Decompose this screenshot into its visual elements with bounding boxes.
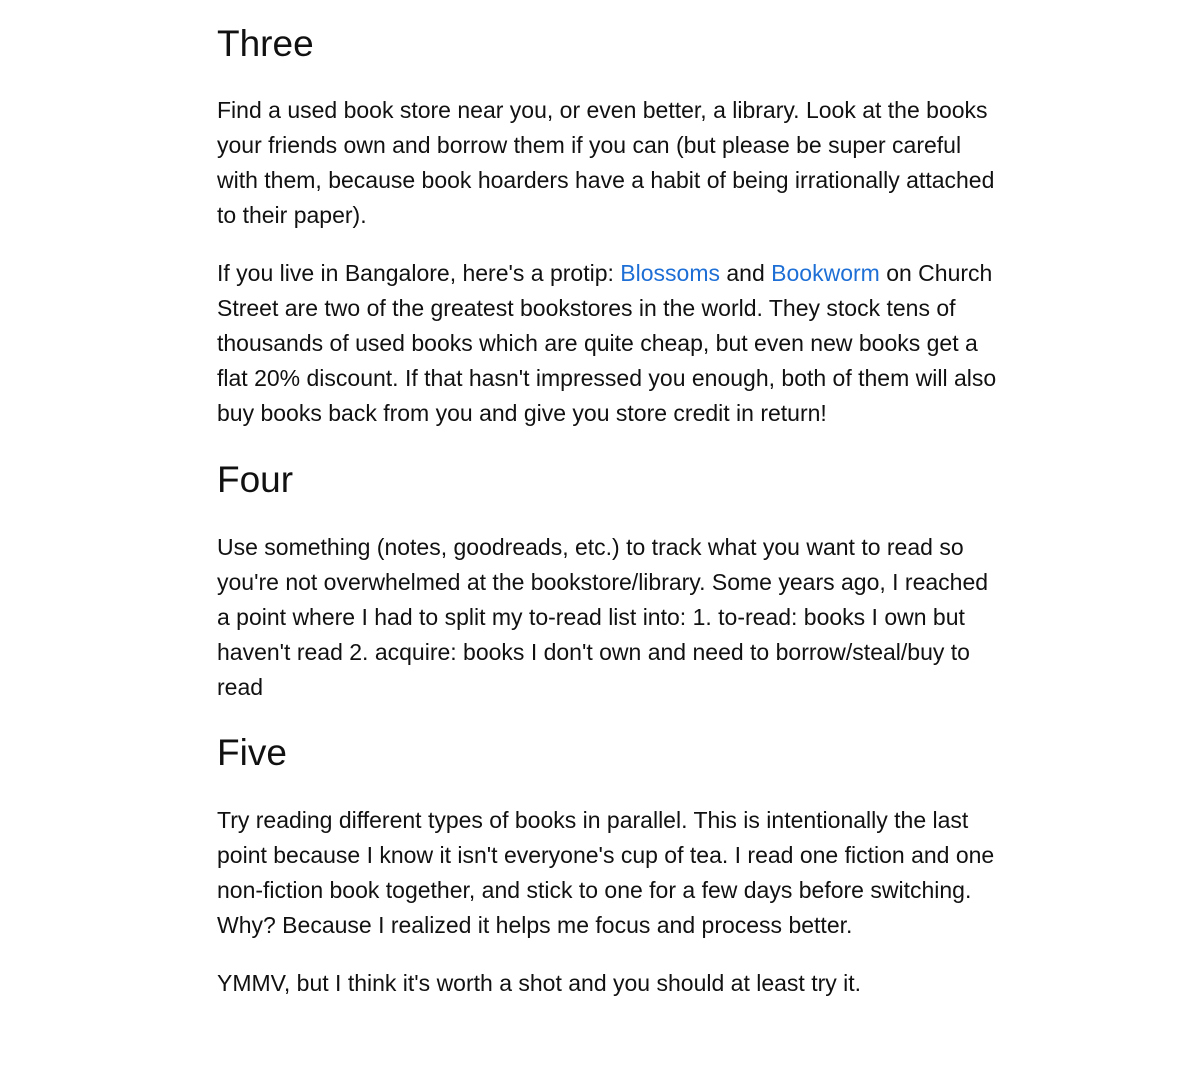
section-heading-three: Three: [217, 23, 314, 64]
text-fragment: and: [720, 260, 772, 286]
paragraph-line: to their paper).: [217, 202, 367, 228]
paragraph-line: Why? Because I realized it helps me focus and process better.: [217, 912, 853, 938]
section-heading-four: Four: [217, 459, 294, 500]
paragraph: [217, 803, 1017, 943]
paragraph-line: a point where I had to split my to-read list into: 1. to-read: books I own but: [217, 604, 965, 630]
paragraph: [217, 530, 1017, 705]
bookworm-link[interactable]: Bookworm: [771, 260, 880, 286]
paragraph-line: your friends own and borrow them if you can (but please be super careful: [217, 132, 962, 158]
paragraph-line: flat 20% discount. If that hasn't impressed you enough, both of them will also: [217, 365, 997, 391]
blossoms-link[interactable]: Blossoms: [620, 260, 720, 286]
paragraph: [217, 93, 1017, 233]
paragraph: [217, 256, 1017, 431]
paragraph-line: point because I know it isn't everyone's cup of tea. I read one fiction and one: [217, 842, 995, 868]
text-fragment: on Church: [879, 260, 993, 286]
paragraph-line: non-fiction book together, and stick to one for a few days before switching.: [217, 877, 972, 903]
paragraph-line: read: [217, 674, 264, 700]
paragraph-line: Use something (notes, goodreads, etc.) to track what you want to read so: [217, 534, 964, 560]
text-fragment: If you live in Bangalore, here's a protip:: [217, 260, 621, 286]
paragraph-line: with them, because book hoarders have a habit of being irrationally attached: [217, 167, 995, 193]
paragraph-line: [217, 256, 1017, 291]
section-heading-five: Five: [217, 732, 287, 773]
paragraph-line: thousands of used books which are quite cheap, but even new books get a: [217, 330, 978, 356]
paragraph-line: buy books back from you and give you store credit in return!: [217, 400, 827, 426]
paragraph: [217, 966, 1017, 1001]
paragraph-line: Try reading different types of books in parallel. This is intentionally the last: [217, 807, 969, 833]
paragraph-line: Street are two of the greatest bookstores in the world. They stock tens of: [217, 295, 956, 321]
paragraph-line: you're not overwhelmed at the bookstore/library. Some years ago, I reached: [217, 569, 989, 595]
paragraph-line: haven't read 2. acquire: books I don't own and need to borrow/steal/buy to: [217, 639, 970, 665]
paragraph-line: Find a used book store near you, or even better, a library. Look at the books: [217, 97, 988, 123]
paragraph-line: YMMV, but I think it's worth a shot and you should at least try it.: [217, 970, 862, 996]
